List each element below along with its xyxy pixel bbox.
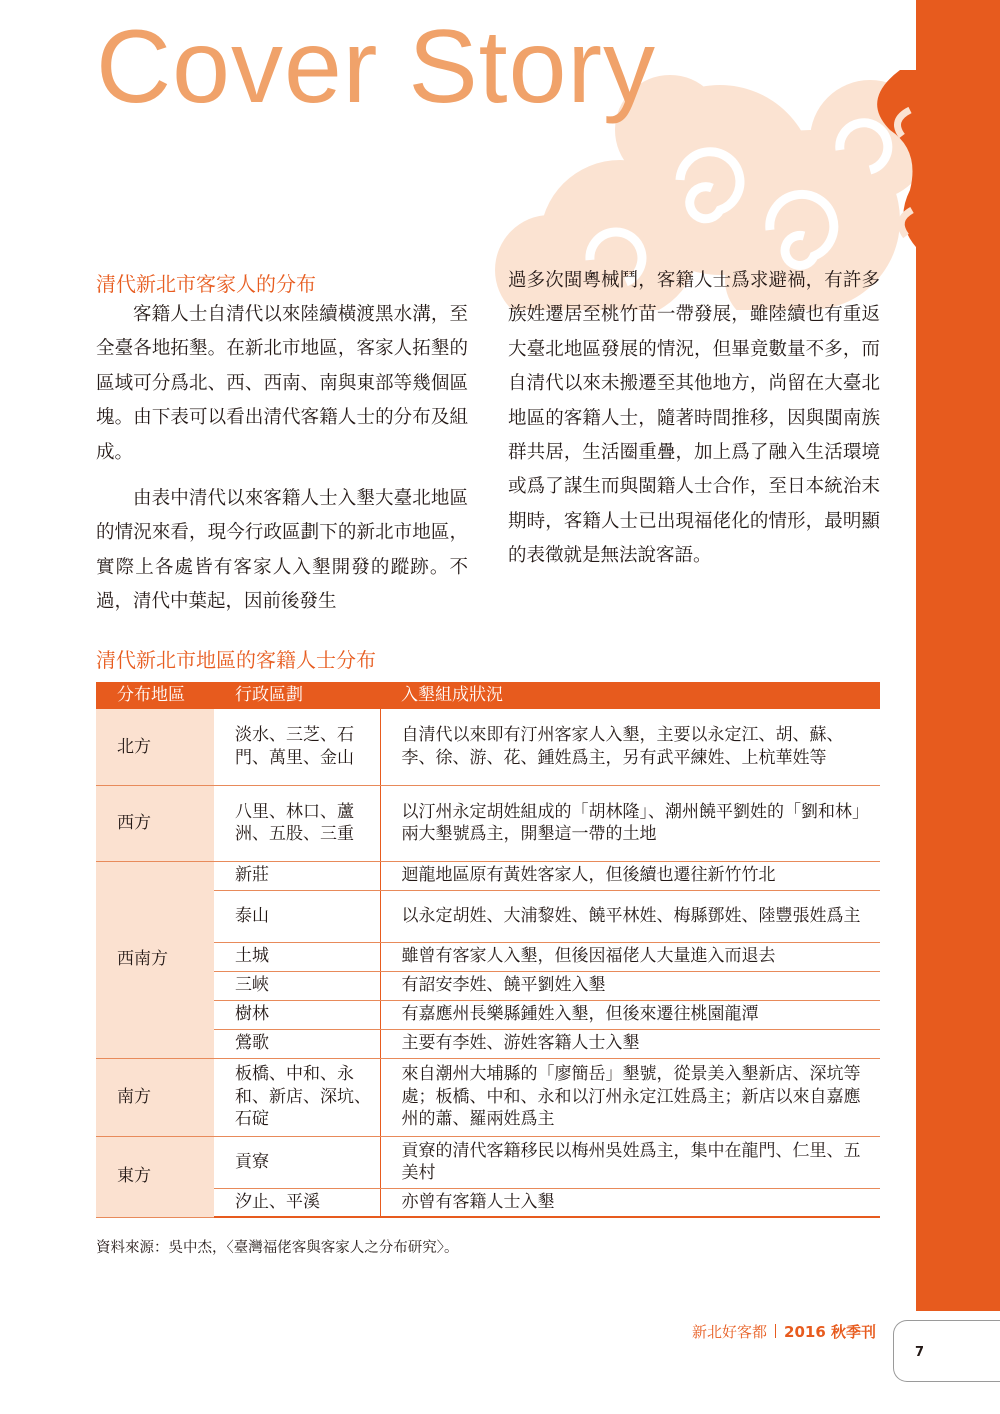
article-right-column — [508, 264, 880, 574]
footer-divider — [775, 1324, 776, 1338]
article-paragraph: 客籍人士自清代以來陸續橫渡黑水溝，至全臺各地拓墾。在新北市地區，客家人拓墾的區域可分爲北、西、西南、南與東部等幾個區塊。由下表可以看出清代客籍人士的分布及組成。 — [96, 304, 468, 463]
region-cell: 東方 — [96, 1136, 214, 1217]
admin-cell: 樹林 — [214, 1000, 380, 1029]
detail-cell: 以永定胡姓、大浦黎姓、饒平林姓、梅縣鄧姓、陸豐張姓爲主 — [380, 890, 880, 942]
footer-publication — [692, 1321, 876, 1342]
publication-name: 新北好客都 — [692, 1323, 768, 1341]
distribution-table — [96, 682, 880, 1218]
detail-cell: 有嘉應州長樂縣鍾姓入墾，但後來遷往桃園龍潭 — [380, 1000, 880, 1029]
article-paragraph: 由表中清代以來客籍人士入墾大臺北地區的情況來看，現今行政區劃下的新北市地區，實際上各處皆有客家人入墾開發的蹤跡。不過，清代中葉起，因前後發生 — [96, 488, 468, 613]
detail-cell: 來自潮州大埔縣的「廖簡岳」墾號，從景美入墾新店、深坑等處；板橋、中和、永和以汀州永定江姓爲主；新店以來自嘉應州的蕭、羅兩姓爲主 — [380, 1058, 880, 1136]
detail-cell: 貢寮的清代客籍移民以梅州吳姓爲主，集中在龍門、仁里、五美村 — [380, 1136, 880, 1188]
article-paragraph: 過多次閩粵械鬥，客籍人士爲求避禍，有許多族姓遷居至桃竹苗一帶發展，雖陸續也有重返大臺北地區發展的情況，但畢竟數量不多，而自清代以來未搬遷至其他地方，尚留在大臺北地區的客籍人士，隨著時間推移，因與閩南族群共居，生活圈重疊，加上爲了融入生活環境或爲了謀生而與閩籍人士合作，至日本統治末期時，客籍人士已出現福佬化的情形，最明顯的表徵就是無法說客語。 — [508, 270, 880, 567]
admin-cell: 板橋、中和、永和、新店、深坑、石碇 — [214, 1058, 380, 1136]
table-row — [96, 1000, 880, 1029]
article-heading: 清代新北市客家人的分布 — [96, 272, 316, 296]
detail-cell: 亦曾有客籍人士入墾 — [380, 1188, 880, 1217]
section-title: Cover Story — [96, 9, 657, 125]
table-row — [96, 861, 880, 890]
table-header-row — [96, 682, 880, 709]
admin-cell: 八里、林口、蘆洲、五股、三重 — [214, 785, 380, 861]
table-row — [96, 890, 880, 942]
admin-cell: 三峽 — [214, 971, 380, 1000]
table-heading: 清代新北市地區的客籍人士分布 — [96, 648, 376, 672]
table-row — [96, 1136, 880, 1188]
detail-cell: 迴龍地區原有黃姓客家人，但後續也遷往新竹竹北 — [380, 861, 880, 890]
side-accent-bar — [916, 0, 1000, 1311]
article-left-column — [96, 298, 468, 620]
table-row — [96, 1188, 880, 1217]
column-header: 分布地區 — [96, 682, 214, 709]
table-row — [96, 971, 880, 1000]
issue-label: 2016 秋季刊 — [784, 1323, 876, 1341]
page-number: 7 — [915, 1345, 925, 1360]
region-cell: 西方 — [96, 785, 214, 861]
admin-cell: 鶯歌 — [214, 1029, 380, 1058]
admin-cell: 新莊 — [214, 861, 380, 890]
detail-cell: 以汀州永定胡姓組成的「胡林隆」、潮州饒平劉姓的「劉和林」兩大墾號爲主，開墾這一帶的土地 — [380, 785, 880, 861]
region-cell: 北方 — [96, 709, 214, 785]
admin-cell: 土城 — [214, 942, 380, 971]
page-number-tab — [893, 1320, 1000, 1382]
column-header: 入墾組成狀況 — [380, 682, 880, 709]
admin-cell: 泰山 — [214, 890, 380, 942]
detail-cell: 有詔安李姓、饒平劉姓入墾 — [380, 971, 880, 1000]
source-note: 資料來源：吳中杰，〈臺灣福佬客與客家人之分布研究〉。 — [96, 1240, 459, 1256]
table-row — [96, 1058, 880, 1136]
table-row — [96, 942, 880, 971]
table-row — [96, 1029, 880, 1058]
region-cell: 南方 — [96, 1058, 214, 1136]
admin-cell: 貢寮 — [214, 1136, 380, 1188]
admin-cell: 汐止、平溪 — [214, 1188, 380, 1217]
admin-cell: 淡水、三芝、石門、萬里、金山 — [214, 709, 380, 785]
detail-cell: 主要有李姓、游姓客籍人士入墾 — [380, 1029, 880, 1058]
table-row — [96, 709, 880, 785]
region-cell: 西南方 — [96, 861, 214, 1058]
table-row — [96, 785, 880, 861]
detail-cell: 自清代以來即有汀州客家人入墾，主要以永定江、胡、蘇、李、徐、游、花、鍾姓爲主，另有武平練姓、上杭華姓等 — [380, 709, 880, 785]
detail-cell: 雖曾有客家人入墾，但後因福佬人大量進入而退去 — [380, 942, 880, 971]
column-header: 行政區劃 — [214, 682, 380, 709]
